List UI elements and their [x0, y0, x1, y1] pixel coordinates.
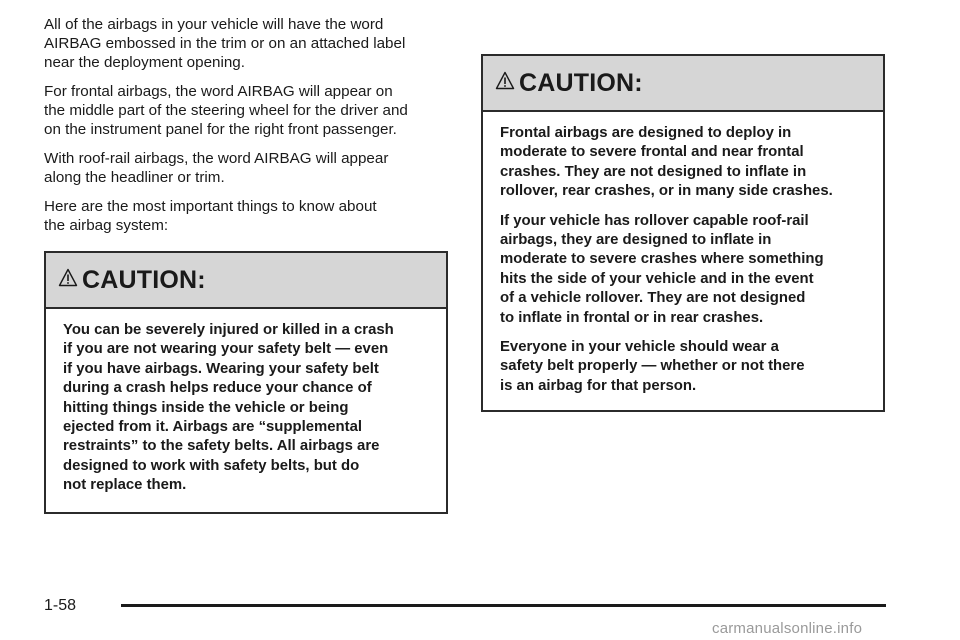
- body-paragraph: Here are the most important things to know about the airbag system:: [44, 198, 377, 234]
- caution-box-airbag-deployment: [481, 54, 885, 412]
- warning-triangle-icon: [58, 268, 78, 292]
- caution-paragraph: Frontal airbags are designed to deploy in moderate to severe frontal and near frontal crashes. They are not designed to inflate in rollover, rear crashes, or in many side crashes.: [500, 125, 833, 200]
- caution-box-safety-belt: [44, 251, 448, 514]
- watermark: carmanualsonline.info: [712, 620, 863, 637]
- footer-divider: [121, 604, 886, 607]
- caution-header: [483, 56, 883, 112]
- page-number: 1-58: [44, 597, 77, 614]
- caution-body: [483, 112, 883, 410]
- body-paragraph: With roof-rail airbags, the word AIRBAG will appear along the headliner or trim.: [44, 150, 389, 186]
- caution-paragraph: Everyone in your vehicle should wear a safety belt properly — whether or not there is an airbag for that person.: [500, 339, 805, 394]
- warning-triangle-icon: [495, 71, 515, 95]
- body-paragraph: All of the airbags in your vehicle will have the word AIRBAG embossed in the trim or on an attached label near the deployment opening.: [44, 16, 406, 71]
- left-column: [44, 15, 448, 514]
- caution-paragraph: You can be severely injured or killed in a crash if you are not wearing your safety belt — even if you have airbags. Wearing your safety belt during a crash helps reduce your chance of hitting things inside the vehicle or being ejected from it. Airbags are “supplemental restraints” to the safety belts. All airbags are designed to work with safety belts, but do not replace them.: [63, 322, 394, 494]
- caution-title: CAUTION:: [82, 265, 206, 294]
- caution-header: [46, 253, 446, 309]
- caution-title: CAUTION:: [519, 68, 643, 97]
- right-column: [481, 54, 885, 412]
- caution-body: [46, 309, 446, 512]
- caution-paragraph: If your vehicle has rollover capable roof-rail airbags, they are designed to inflate in moderate to severe crashes where something hits the side of your vehicle and in the event of a vehicle rollover. They are not designed to inflate in frontal or in rear crashes.: [500, 212, 824, 326]
- body-paragraph: For frontal airbags, the word AIRBAG will appear on the middle part of the steering wheel for the driver and on the instrument panel for the right front passenger.: [44, 83, 408, 138]
